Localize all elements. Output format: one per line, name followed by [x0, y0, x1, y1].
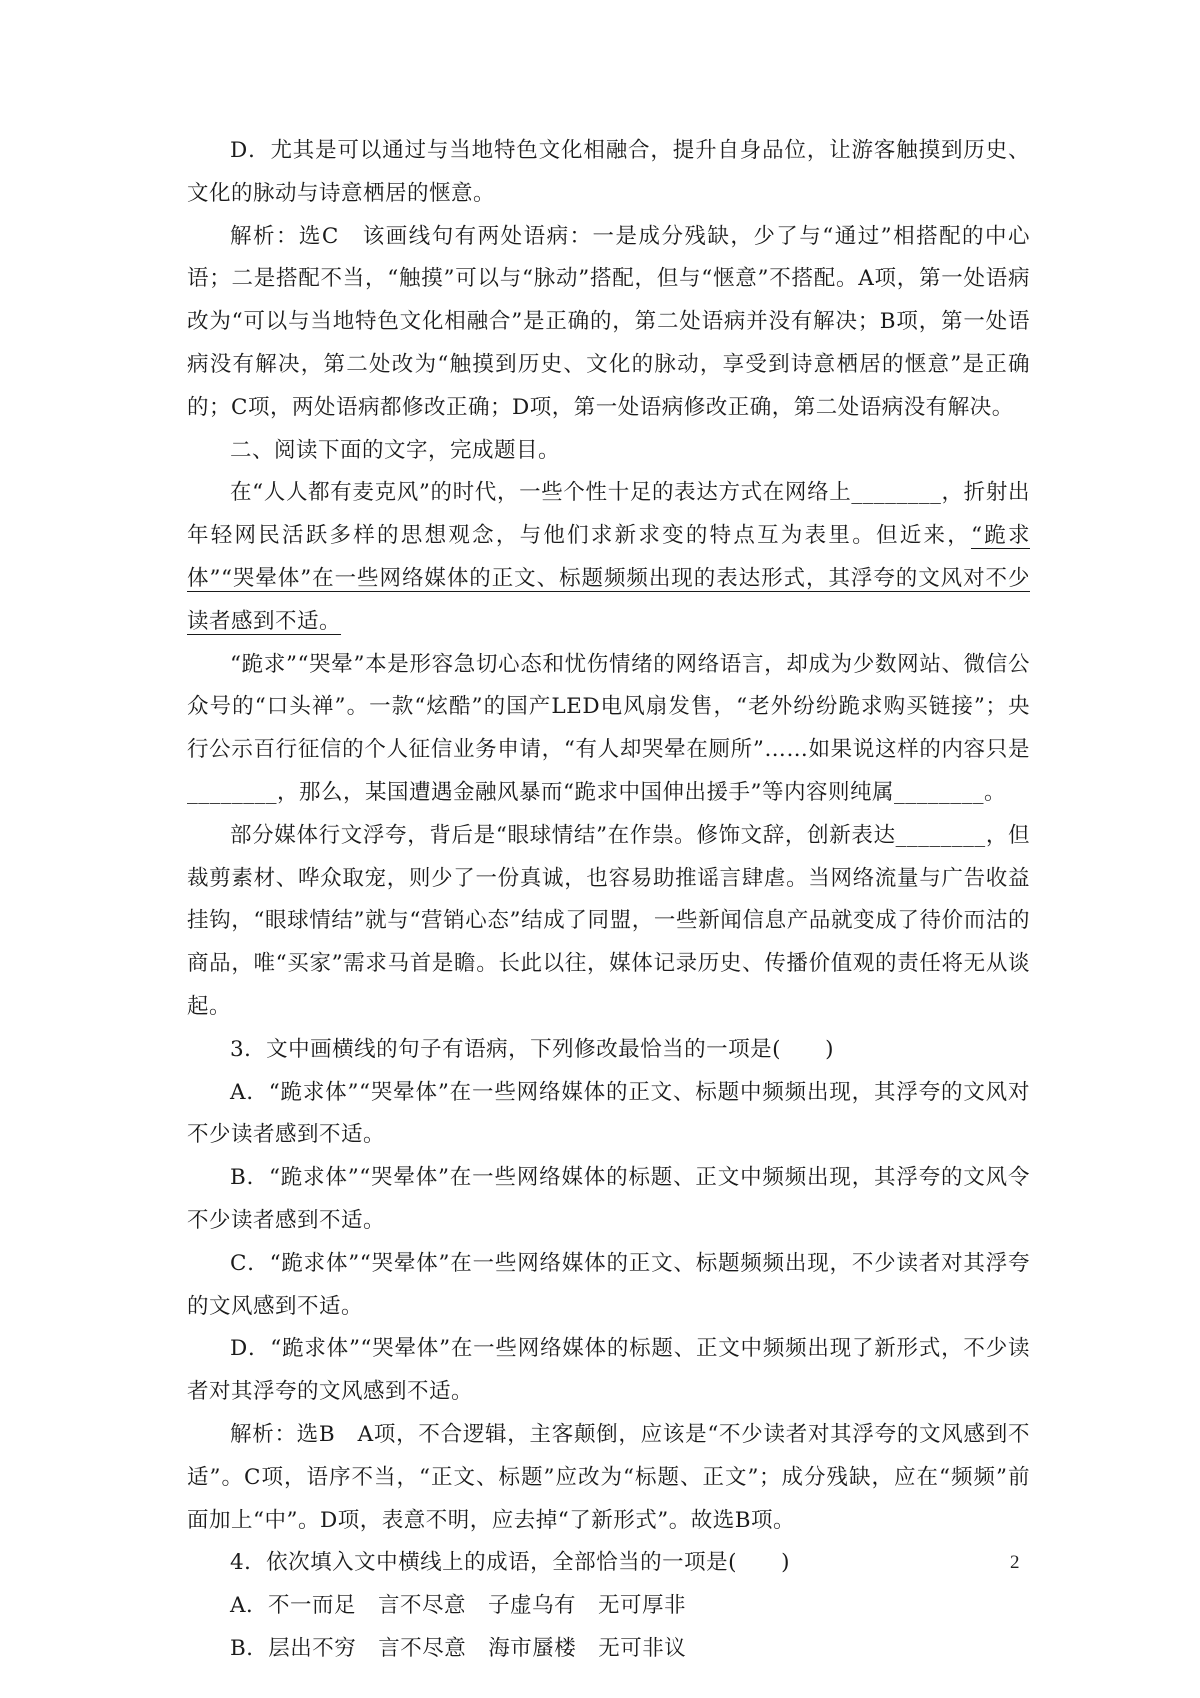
question-4: 4．依次填入文中横线上的成语，全部恰当的一项是( ) — [230, 1550, 790, 1576]
question-3-option-a: A．“跪求体”“哭晕体”在一些网络媒体的正文、标题中频频出现，其浮夸的文风对不少读者感到不适。 — [187, 1079, 1030, 1148]
passage-paragraph-3: 部分媒体行文浮夸，背后是“眼球情结”在作祟。修饰文辞，创新表达________，但裁剪素材、哗众取宠，则少了一份真诚，也容易助推谣言肆虐。当网络流量与广告收益挂钩，“眼球情结”就与“营销心态”结成了同盟，一些新闻信息产品就变成了待价而沽的商品，唯“买家”需求马首是瞻。长此以往，媒体记录历史、传播价值观的责任将无从谈起。 — [187, 822, 1030, 1019]
question-3-option-c: C．“跪求体”“哭晕体”在一些网络媒体的正文、标题频频出现，不少读者对其浮夸的文风感到不适。 — [187, 1250, 1030, 1319]
question-4-option-a: A．不一而足 言不尽意 子虚乌有 无可厚非 — [230, 1593, 687, 1619]
underlined-sentence: “跪求体”“哭晕体”在一些网络媒体的正文、标题频频出现的表达形式，其浮夸的文风对不少读者感到不适。 — [187, 523, 1030, 634]
analysis-previous: 解析：选C 该画线句有两处语病：一是成分残缺，少了与“通过”相搭配的中心语；二是搭配不当，“触摸”可以与“脉动”搭配，但与“惬意”不搭配。A项，第一处语病改为“可以与当地特色文化相融合”是正确的，第二处语病并没有解决；B项，第一处语病没有解决，第二处改为“触摸到历史、文化的脉动，享受到诗意栖居的惬意”是正确的；C项，两处语病都修改正确；D项，第一处语病修改正确，第二处语病没有解决。 — [187, 223, 1030, 420]
document-page — [187, 130, 1030, 1671]
option-d-previous: D．尤其是可以通过与当地特色文化相融合，提升自身品位，让游客触摸到历史、文化的脉动与诗意栖居的惬意。 — [187, 138, 1030, 206]
section-two-heading: 二、阅读下面的文字，完成题目。 — [230, 437, 561, 463]
question-3-analysis: 解析：选B A项，不合逻辑，主客颠倒，应该是“不少读者对其浮夸的文风感到不适”。C项，语序不当，“正文、标题”应改为“标题、正文”；成分残缺，应在“频频”前面加上“中”。D项，表意不明，应去掉“了新形式”。故选B项。 — [187, 1421, 1030, 1533]
passage-paragraph-1-text: 在“人人都有麦克风”的时代，一些个性十足的表达方式在网络上________，折射出年轻网民活跃多样的思想观念，与他们求新求变的特点互为表里。但近来， — [187, 480, 1030, 549]
question-3-option-d: D．“跪求体”“哭晕体”在一些网络媒体的标题、正文中频频出现了新形式，不少读者对其浮夸的文风感到不适。 — [187, 1336, 1030, 1405]
passage-paragraph-1 — [187, 472, 1030, 643]
question-4-option-b: B．层出不穷 言不尽意 海市蜃楼 无可非议 — [230, 1635, 687, 1661]
page-number: 2 — [1010, 1552, 1020, 1573]
question-3-option-b: B．“跪求体”“哭晕体”在一些网络媒体的标题、正文中频频出现，其浮夸的文风令不少读者感到不适。 — [187, 1165, 1030, 1233]
passage-paragraph-2: “跪求”“哭晕”本是形容急切心态和忧伤情绪的网络语言，却成为少数网站、微信公众号的“口头禅”。一款“炫酷”的国产LED电风扇发售，“老外纷纷跪求购买链接”；央行公示百行征信的个人征信业务申请，“有人却哭晕在厕所”……如果说这样的内容只是________，那么，某国遭遇金融风暴而“跪求中国伸出援手”等内容则纯属________。 — [187, 651, 1030, 805]
question-3: 3．文中画横线的句子有语病，下列修改最恰当的一项是( ) — [230, 1036, 834, 1062]
